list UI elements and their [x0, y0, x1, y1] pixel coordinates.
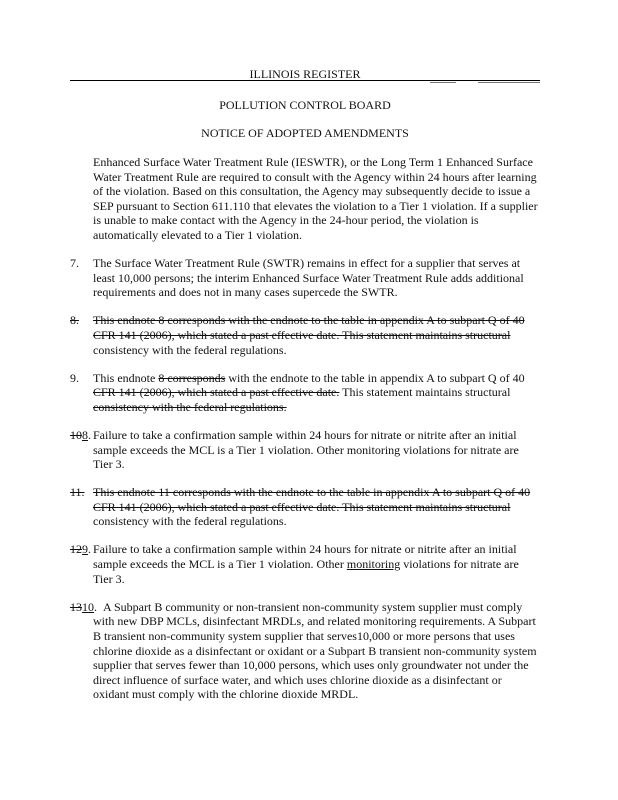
- endnote-text: This statement maintains structural: [339, 385, 511, 400]
- endnote-text: Failure to take a confirmation sample within 24 hours for nitrate or nitrite after an initial sample exceeds the MCL is a Tier 1 violation. Other monitoring violations for nitrate are Tier 3.: [93, 427, 519, 472]
- endnote-text: consistency with the federal regulations.: [93, 514, 287, 529]
- endnote-text: The Surface Water Treatment Rule (SWTR) remains in effect for a supplier that serves at least 10,000 persons; the interim Enhanced Surface Water Treatment Rule adds additional requirements and does not in many cases supercede the SWTR.: [93, 256, 524, 300]
- endnote-item: [70, 428, 540, 472]
- deleted-text: 8 corresponds: [158, 370, 226, 385]
- endnote-number-part: 9: [82, 542, 88, 557]
- endnote-number: [70, 542, 93, 557]
- intro-paragraph: Enhanced Surface Water Treatment Rule (IESWTR), or the Long Term 1 Enhanced Surface Water Treatment Rule are required to consult with the Agency within 24 hours after learning of the violation. Based on this consultation, the Agency may subsequently decide to issue a SEP pursuant to Section 611.110 that elevates the violation to a Tier 1 violation. If a supplier is unable to make contact with the Agency in the 24-hour period, the violation is automatically elevated to a Tier 1 violation.: [93, 155, 538, 242]
- header-dash: [430, 82, 456, 83]
- notice-title: NOTICE OF ADOPTED AMENDMENTS: [201, 126, 409, 140]
- agency-title: POLLUTION CONTROL BOARD: [219, 98, 391, 112]
- endnote-number-part: 8: [82, 427, 88, 442]
- endnote-number: [70, 600, 97, 615]
- endnote-number-part: 12: [70, 542, 82, 557]
- inserted-text: monitoring: [346, 557, 401, 572]
- endnote-number-part: 11.: [70, 485, 85, 500]
- endnote-number-part: 13: [70, 599, 82, 614]
- endnote-number-part: .: [88, 542, 91, 557]
- deleted-text: consistency with the federal regulations.: [93, 399, 287, 414]
- endnote-number: [70, 256, 93, 271]
- endnote-number: [70, 371, 93, 386]
- document-body: [70, 155, 540, 715]
- endnote-item: [70, 371, 540, 415]
- endnote-number-part: 8.: [70, 313, 79, 328]
- deleted-text: CFR 141 (2006), which stated a past effective date.: [93, 385, 340, 400]
- deleted-text: This endnote 8 corresponds with the endnote to the table in appendix A to subpart Q of 40 CFR 141 (2006), which stated a past effective date. This statement maintains structural: [93, 313, 525, 342]
- endnote-text: This endnote: [93, 370, 159, 385]
- endnote-text: A Subpart B community or non-transient non-community system supplier must comply with new DBP MCLs, disinfectant MRDLs, and related monitoring requirements. A Subpart B transient non-community system supplier that serves10,000 or more persons that uses chlorine dioxide as a disinfectant or oxidant or a Subpart B transient non-community system supplier that serves fewer than 10,000 persons, which uses only groundwater not under the direct influence of surface water, and which uses chlorine dioxide as a disinfectant or oxidant must comply with the chlorine dioxide MRDL.: [93, 599, 537, 702]
- endnote-item: [70, 542, 540, 586]
- endnote-number-part: 9.: [70, 370, 79, 385]
- header-dash: [478, 82, 540, 83]
- endnote-text: consistency with the federal regulations.: [93, 342, 287, 357]
- endnote-text: violations for nitrate are Tier 3.: [93, 557, 519, 586]
- endnote-text: with the endnote to the table in appendix A to subpart Q of 40: [225, 370, 525, 385]
- endnote-number: [70, 428, 93, 443]
- endnote-number: [70, 485, 93, 500]
- endnote-item: [70, 485, 540, 529]
- register-header: ILLINOIS REGISTER: [249, 67, 361, 81]
- deleted-text: This endnote 11 corresponds with the endnote to the table in appendix A to subpart Q of 40 CFR 141 (2006), which stated a past effective date. This statement maintains structural: [93, 485, 531, 514]
- endnote-number-part: 7.: [70, 256, 79, 271]
- endnote-text: Failure to take a confirmation sample within 24 hours for nitrate or nitrite after an initial sample exceeds the MCL is a Tier 1 violation. Other: [93, 542, 517, 572]
- endnote-number-part: .: [88, 427, 91, 442]
- endnote-number-part: .: [94, 599, 97, 614]
- endnote-item: [70, 313, 540, 357]
- endnote-list: [70, 256, 540, 702]
- endnote-number-part: 10: [70, 427, 82, 442]
- endnote-number-part: 10: [82, 599, 94, 614]
- endnote-number: [70, 313, 93, 328]
- endnote-item: [70, 600, 540, 702]
- header-rule: [70, 80, 540, 81]
- endnote-item: [70, 256, 540, 300]
